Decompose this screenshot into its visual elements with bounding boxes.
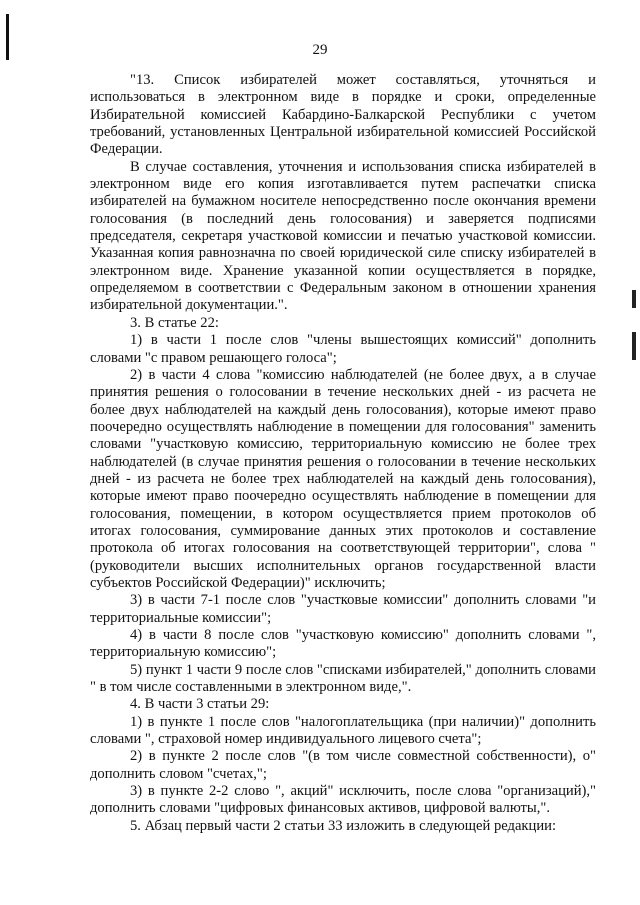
- paragraph: 3) в пункте 2-2 слово ", акций" исключить, после слова "организаций)," дополнить словами "цифровых финансовых активов, цифровой валюты,".: [90, 783, 596, 817]
- page-number: 29: [312, 42, 328, 58]
- scan-edge-mark: [632, 332, 636, 352]
- paragraph: 5. Абзац первый части 2 статьи 33 изложить в следующей редакции:: [130, 817, 557, 834]
- paragraph: 4) в части 8 после слов "участковую комиссию" дополнить словами ", территориальную комиссию";: [90, 627, 596, 661]
- paragraph: 3. В статье 22:: [130, 314, 219, 331]
- paragraph: В случае составления, уточнения и использования списка избирателей в электронном виде его копия изготавливается путем распечатки списка избирателей на бумажном носителе непосредственно после окончания времени голосования (в последний день голосования) и заверяется подписями председателя, секретаря участковой комиссии и печатью участковой комиссии. Указанная копия равнозначна по своей юридической силе списку избирателей в электронном виде. Хранение указанной копии осуществляется в порядке, определяемом в соответствии с Федеральным законом в отношении хранения избирательной документации.".: [90, 158, 596, 314]
- paragraph: 3) в части 7-1 после слов "участковые комиссии" дополнить словами "и территориальные комиссии";: [90, 592, 596, 626]
- paragraph: 2) в пункте 2 после слов "(в том числе совместной собственности), о" дополнить словом "счетах,";: [90, 748, 596, 782]
- paragraph: 2) в части 4 слова "комиссию наблюдателей (не более двух, а в случае принятия решения о голосовании в течение нескольких дней - из расчета не более двух наблюдателей на каждый день голосования), которые имеют право поочередно осуществлять наблюдение в помещении для голосования" заменить словами "участковую комиссию, территориальную комиссию не более трех наблюдателей (в случае принятия решения о голосовании в течение нескольких дней - из расчета не более трех наблюдателей на каждый день голосования), которые имеют право поочередно осуществлять наблюдение в помещении для голосования, помещении, в котором осуществляется прием протоколов об итогах голосования, суммирование данных этих протоколов и составление протокола об итогах голосования на соответствующей территории", слова "(руководители высших исполнительных органов государственной власти субъектов Российской Федерации)" исключить;: [90, 366, 596, 591]
- paragraph: 1) в части 1 после слов "члены вышестоящих комиссий" дополнить словами "с правом решающего голоса";: [90, 332, 596, 366]
- paragraph: 1) в пункте 1 после слов "налогоплательщика (при наличии)" дополнить словами ", страховой номер индивидуального лицевого счета";: [90, 713, 596, 748]
- scan-edge-mark: [632, 290, 636, 308]
- paragraph: 5) пункт 1 части 9 после слов "списками избирателей," дополнить словами " в том числе составленными в электронном виде,".: [90, 661, 596, 696]
- document-body: [90, 72, 596, 835]
- paragraph: 4. В части 3 статьи 29:: [130, 696, 270, 713]
- scan-edge-mark: [632, 352, 636, 360]
- paragraph: "13. Список избирателей может составляться, уточняться и использоваться в электронном виде в порядке и сроки, определенные Избирательной комиссией Кабардино-Балкарской Республики с учетом требований, установленных Центральной избирательной комиссией Российской Федерации.: [90, 72, 596, 158]
